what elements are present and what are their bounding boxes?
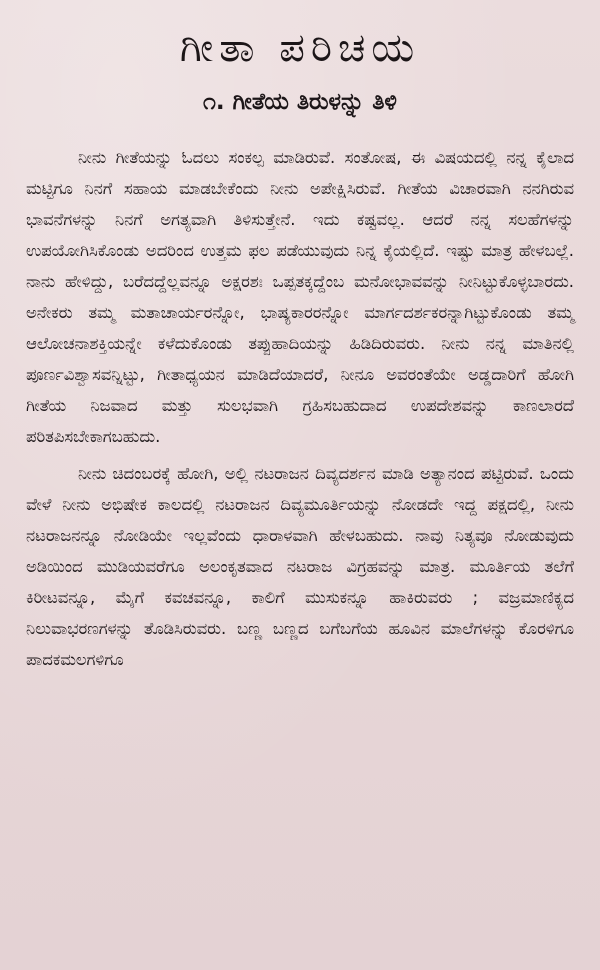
section-heading: ೧. ಗೀತೆಯ ತಿರುಳನ್ನು ತಿಳಿ bbox=[203, 89, 397, 115]
paragraph: ನೀನು ಗೀತೆಯನ್ನು ಓದಲು ಸಂಕಲ್ಪ ಮಾಡಿರುವೆ. ಸಂತೋಷ, ಈ ವಿಷಯದಲ್ಲಿ ನನ್ನ ಕೈಲಾದ ಮಟ್ಟಿಗೂ ನಿನಗೆ ಸಹಾಯ ಮಾಡಬೇಕೆಂದು ನೀನು ಅಪೇಕ್ಷಿಸಿರುವೆ. ಗೀತೆಯ ವಿಚಾರವಾಗಿ ನನಗಿರುವ ಭಾವನೆಗಳನ್ನು ನಿನಗೆ ಅಗತ್ಯವಾಗಿ ತಿಳಿಸುತ್ತೇನೆ. ಇದು ಕಷ್ಟವಲ್ಲ. ಆದರೆ ನನ್ನ ಸಲಹೆಗಳನ್ನು ಉಪಯೋಗಿಸಿಕೊಂಡು ಅದರಿಂದ ಉತ್ತಮ ಫಲ ಪಡೆಯುವುದು ನಿನ್ನ ಕೈಯಲ್ಲಿದೆ. ಇಷ್ಟು ಮಾತ್ರ ಹೇಳಬಲ್ಲೆ. ನಾನು ಹೇಳಿದ್ದು, ಬರೆದದ್ದೆಲ್ಲವನ್ನೂ ಅಕ್ಷರಶಃ ಒಪ್ಪತಕ್ಕದ್ದೆಂಬ ಮನೋಭಾವವನ್ನು ನೀನಿಟ್ಟುಕೊಳ್ಳಬಾರದು. ಅನೇಕರು ತಮ್ಮ ಮತಾಚಾರ್ಯರನ್ನೋ, ಭಾಷ್ಯಕಾರರನ್ನೋ ಮಾರ್ಗದರ್ಶಕರನ್ನಾಗಿಟ್ಟುಕೊಂಡು ತಮ್ಮ ಆಲೋಚನಾಶಕ್ತಿಯನ್ನೇ ಕಳೆದುಕೊಂಡು ತಪ್ಪುಹಾದಿಯನ್ನು ಹಿಡಿದಿರುವರು. ನೀನು ನನ್ನ ಮಾತಿನಲ್ಲಿ ಪೂರ್ಣವಿಶ್ವಾಸವನ್ನಿಟ್ಟು, ಗೀತಾಧ್ಯಯನ ಮಾಡಿದೆಯಾದರೆ, ನೀನೂ ಅವರಂತೆಯೇ ಅಡ್ಡದಾರಿಗೆ ಹೋಗಿ ಗೀತೆಯ ನಿಜವಾದ ಮತ್ತು ಸುಲಭವಾಗಿ ಗ್ರಹಿಸಬಹುದಾದ ಉಪದೇಶವನ್ನು ಕಾಣಲಾರದೆ ಪರಿತಪಿಸಬೇಕಾಗಬಹುದು. bbox=[26, 148, 574, 446]
page-title: ಗೀತಾ ಪರಿಚಯ bbox=[179, 25, 421, 71]
paragraph: ನೀನು ಚಿದಂಬರಕ್ಕೆ ಹೋಗಿ, ಅಲ್ಲಿ ನಟರಾಜನ ದಿವ್ಯದರ್ಶನ ಮಾಡಿ ಅತ್ಯಾನಂದ ಪಟ್ಟಿರುವೆ. ಒಂದು ವೇಳೆ ನೀನು ಅಭಿಷೇಕ ಕಾಲದಲ್ಲಿ ನಟರಾಜನ ದಿವ್ಯಮೂರ್ತಿಯನ್ನು ನೋಡದೇ ಇದ್ದ ಪಕ್ಷದಲ್ಲಿ, ನೀನು ನಟರಾಜನನ್ನೂ ನೋಡಿಯೇ ಇಲ್ಲವೆಂದು ಧಾರಾಳವಾಗಿ ಹೇಳಬಹುದು. ನಾವು ನಿತ್ಯವೂ ನೋಡುವುದು ಅಡಿಯಿಂದ ಮುಡಿಯವರೆಗೂ ಅಲಂಕೃತವಾದ ನಟರಾಜ ವಿಗ್ರಹವನ್ನು ಮಾತ್ರ. ಮೂರ್ತಿಯ ತಲೆಗೆ ಕಿರೀಟವನ್ನೂ, ಮೈಗೆ ಕವಚವನ್ನೂ, ಕಾಲಿಗೆ ಮುಸುಕನ್ನೂ ಹಾಕಿರುವರು ; ವಜ್ರಮಾಣಿಕ್ಯದ ನಿಲುವಾಭರಣಗಳನ್ನು ತೊಡಿಸಿರುವರು. ಬಣ್ಣ ಬಣ್ಣದ ಬಗೆಬಗೆಯ ಹೂವಿನ ಮಾಲೆಗಳನ್ನು ಕೊರಳಿಗೂ ಪಾದಕಮಲಗಳಿಗೂ bbox=[26, 464, 574, 669]
